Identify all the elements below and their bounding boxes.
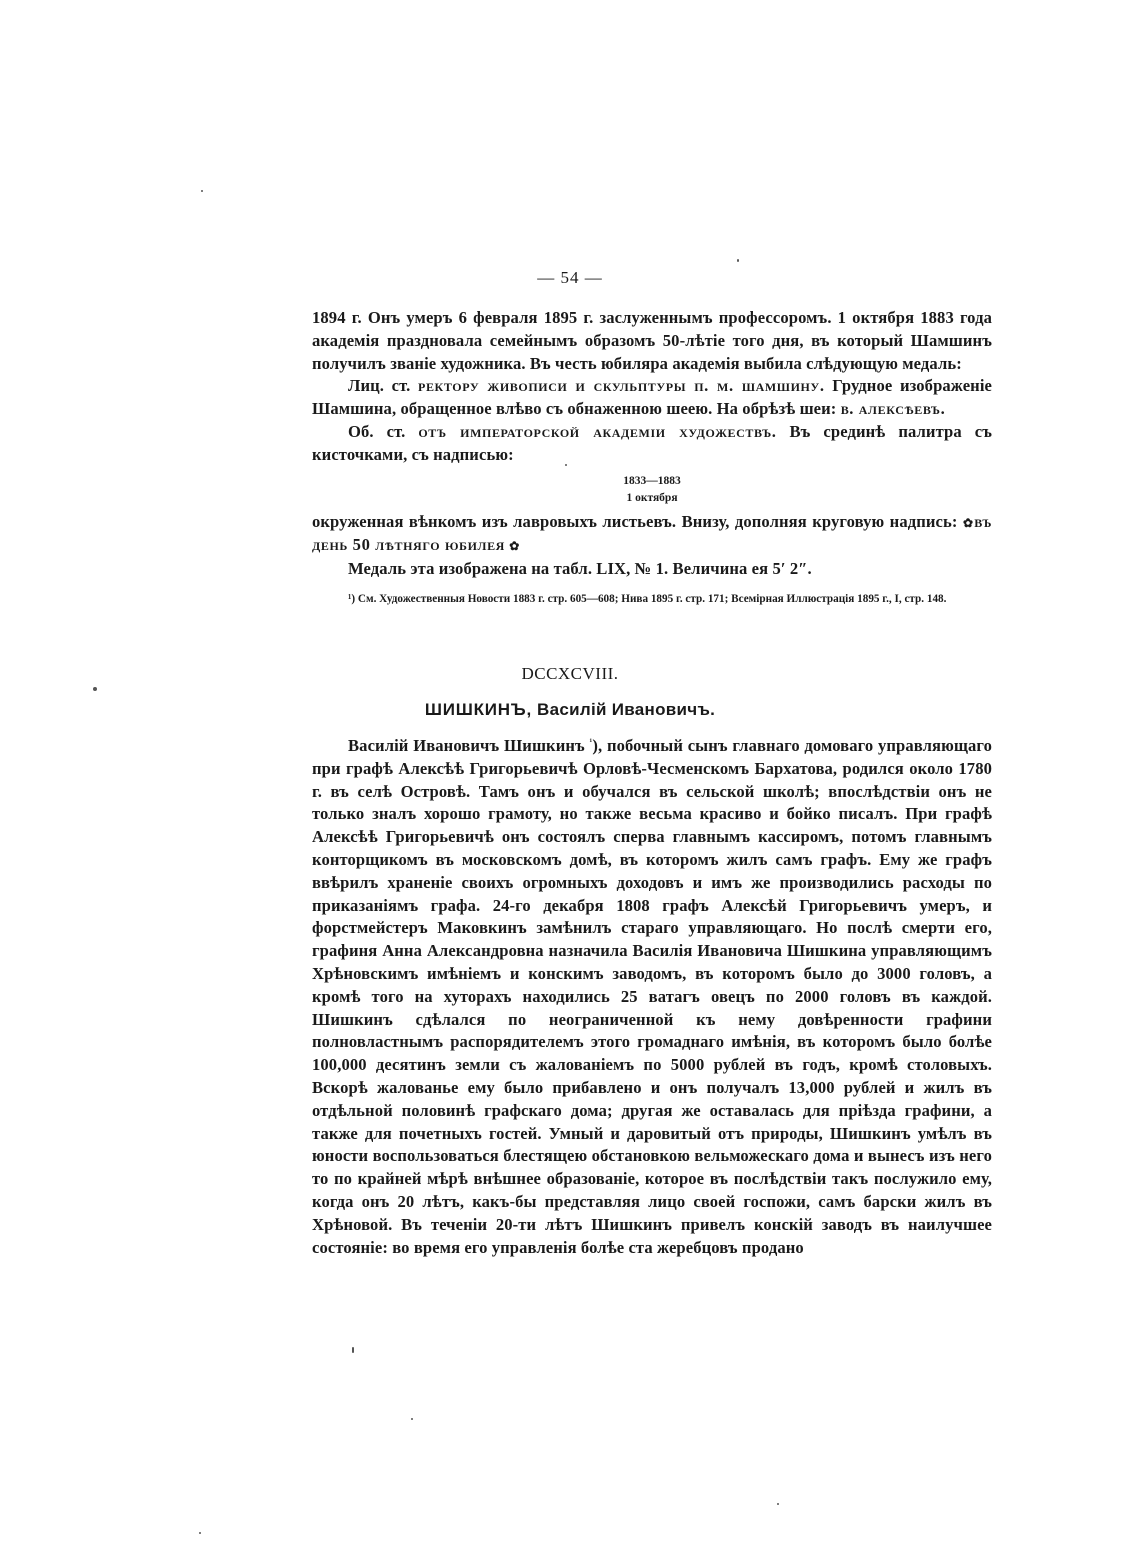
inscription-date: 1 октября [626, 491, 678, 504]
biography-text-block [312, 735, 992, 1259]
scan-speck [565, 464, 567, 466]
paragraph-wreath [312, 511, 992, 558]
scan-speck [201, 190, 203, 192]
section-title [0, 700, 1140, 720]
obverse-legend: ректору живописи и скульптуры п. м. шамшину. [418, 376, 825, 396]
scan-speck [352, 1347, 354, 1353]
scan-speck [93, 687, 97, 691]
reverse-description: Въ срединѣ палитра съ кисточками, съ надписью: [312, 421, 992, 464]
paragraph-medal-obverse [312, 375, 992, 421]
biography-body: ), побочный сынъ главнаго домоваго управляющаго при графѣ Алексѣѣ Григорьевичѣ Орловѣ-Чесменскомъ Бархатова, родился около 1780 г. въ селѣ Островѣ. Тамъ онъ и обучался въ сельской школѣ; впослѣдствіи онъ не только зналъ хорошо грамоту, но также весьма красиво и бойко писалъ. При графѣ Алексѣѣ Григорьевичѣ онъ состоялъ сперва главнымъ кассиромъ, потомъ главнымъ конторщикомъ въ московскомъ домѣ, въ которомъ жилъ самъ графъ. Ему же графъ ввѣрилъ храненіе своихъ огромныхъ доходовъ и имъ же производились расходы по приказаніямъ графа. 24-го декабря 1808 графъ Алексѣй Григорьевичъ умеръ, и форстмейстеръ Маковкинъ замѣнилъ стараго управляющаго. Но послѣ смерти его, графиня Анна Александровна назначила Василія Ивановича Шишкина управляющимъ Хрѣновскимъ имѣніемъ и конскимъ заводомъ, въ которомъ было до 3000 головъ, а кромѣ того на хуторахъ находились 25 ватагъ овецъ по 2000 головъ въ каждой. Шишкинъ сдѣлался по неограниченной къ нему довѣренности графини полновластнымъ распорядителемъ этого громаднаго имѣнія, въ которомъ было болѣе 100,000 десятинъ земли съ жалованіемъ по 5000 рублей въ годъ, кромѣ столовыхъ. Вскорѣ жалованье ему было прибавлено и онъ получалъ 13,000 рублей и жилъ въ отдѣльной половинѣ графскаго дома; другая же оставалась для пріѣзда графини, а также для почетныхъ гостей. Умный и даровитый отъ природы, Шишкинъ умѣлъ въ юности воспользоваться блестящею обстановкою вельможескаго дома и вынесъ изъ него то по крайней мѣрѣ внѣшнее образованіе, которое въ послѣдствіи такъ послужило ему, когда онъ 20 лѣтъ, какъ-бы представляя лицо своей госпожи, самъ барски жилъ въ Хрѣновой. Въ теченіи 20-ти лѣтъ Шишкинъ привелъ конскій заводъ въ наилучшее состояніе: во время его управленія болѣе ста жеребцовъ продано [312, 736, 992, 1257]
scan-speck [737, 259, 739, 262]
reverse-prefix: Об. ст. [348, 421, 419, 441]
wreath-description: окруженная вѣнкомъ изъ лавровыхъ листьевъ. Внизу, дополняя круговую надпись: [312, 511, 963, 531]
title-surname: ШИШКИНЪ, [424, 700, 532, 719]
jubilee-legend: въ день 50 лѣтняго юбилея [312, 511, 992, 555]
scan-speck [777, 1503, 779, 1505]
page-number: — 54 — [537, 268, 603, 287]
paragraph-medal-reverse [312, 421, 992, 467]
footnote [312, 591, 992, 608]
top-text-block [312, 307, 992, 608]
title-given-names: Василій Ивановичъ. [531, 700, 716, 719]
footnote-mark: ¹) [348, 592, 356, 605]
obverse-prefix: Лиц. ст. [348, 376, 419, 396]
engraver-signature: в. алексѣевъ. [840, 399, 946, 419]
inscription-years: 1833—1883 [623, 474, 681, 487]
scan-speck [411, 1418, 413, 1420]
paragraph-medal-plate: Медаль эта изображена на табл. LIX, № 1. Величина ея 5′ 2″. [348, 558, 812, 578]
obverse-description: Грудное изображеніе Шамшина, обращенное влѣво съ обнаженною шеею. На обрѣзѣ шеи: [312, 376, 993, 419]
footnote-text: См. Художественныя Новости 1883 г. стр. 605—608; Нива 1895 г. стр. 171; Всемірная Иллюстрація 1895 г., I, стр. 148. [355, 592, 947, 605]
palette-inscription [312, 473, 992, 507]
scan-speck [199, 1532, 201, 1534]
paragraph-biography [312, 735, 992, 1259]
footnote-reference: ¹ [589, 736, 593, 747]
rosette-ornament-icon: ✿ [962, 515, 975, 530]
section-number: DCCXCVIII. [521, 664, 619, 683]
rosette-ornament-icon: ✿ [509, 538, 520, 553]
biography-start: Василій Ивановичъ Шишкинъ [348, 736, 590, 755]
reverse-legend: отъ императорской академіи художествъ. [418, 421, 777, 441]
paragraph-death-and-jubilee: 1894 г. Онъ умеръ 6 февраля 1895 г. заслуженнымъ профессоромъ. 1 октября 1883 года академія праздновала семейнымъ образомъ 50-лѣтіе того дня, въ который Шамшинъ получилъ званіе художника. Въ честь юбиляра академія выбила слѣдующую медаль: [312, 308, 992, 373]
